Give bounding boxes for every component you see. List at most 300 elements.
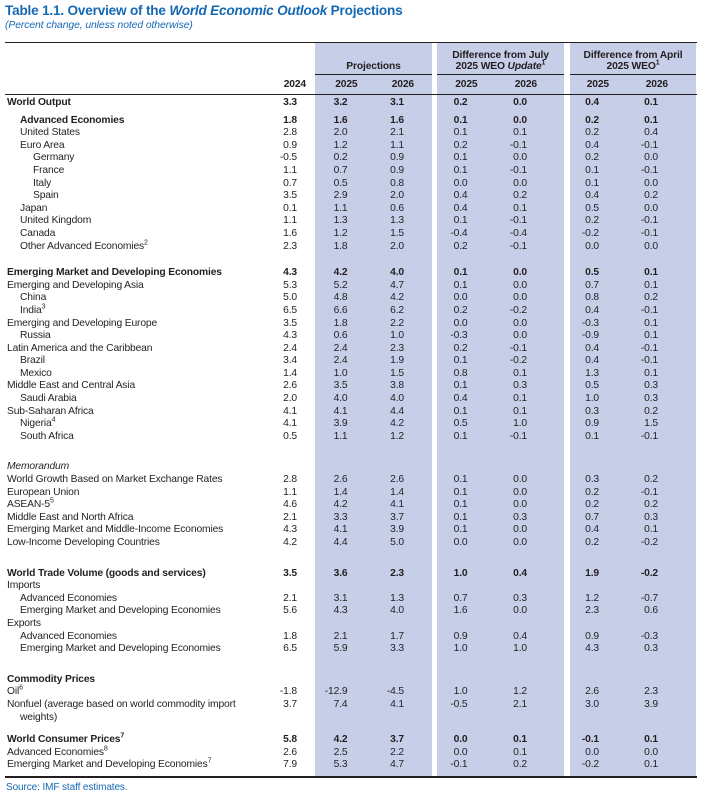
value-da26: -0.2 [640, 567, 658, 579]
value-p25: 1.3 [333, 215, 348, 227]
value-c2024: 2.6 [283, 380, 297, 392]
value-dj26: 0.3 [513, 592, 527, 604]
value-p25 [315, 461, 374, 474]
row-label: World Consumer Prices$^7$ [7, 732, 125, 746]
table-row [5, 418, 697, 431]
value-da26: -0.1 [640, 486, 658, 498]
value-dj26: 0.1 [513, 393, 527, 405]
table-row [5, 474, 697, 487]
value-p25: 3.3 [333, 511, 348, 523]
value-p25: 3.1 [333, 592, 348, 604]
value-dj26: 0.1 [513, 405, 527, 417]
value-da25: 4.3 [585, 643, 599, 655]
value-dj25: 0.1 [453, 499, 468, 511]
value-p26: 1.3 [390, 592, 404, 604]
value-dj26: 0.0 [513, 292, 527, 304]
table-row [5, 343, 697, 356]
value-p25: 2.5 [333, 746, 348, 758]
value-da25: 0.4 [585, 355, 599, 367]
value-dj26: -0.1 [509, 430, 527, 442]
value-da25: -0.2 [581, 759, 599, 771]
table-row [5, 368, 697, 381]
value-p25: 1.1 [333, 430, 348, 442]
value-dj25: 0.1 [453, 355, 468, 367]
value-c2024: 4.6 [283, 499, 297, 511]
table-row [5, 643, 697, 656]
value-c2024: 1.8 [283, 630, 297, 642]
value-dj25: 0.0 [453, 537, 468, 548]
value-dj25 [437, 461, 501, 474]
year-2024-header: 2024 [283, 79, 306, 90]
table-title-pre: Table 1.1. Overview of the [5, 3, 170, 18]
value-da26: -0.1 [640, 215, 658, 227]
value-dj26: 1.2 [513, 686, 527, 698]
value-p26: 1.6 [390, 114, 404, 126]
footnote-ref: 3 [41, 303, 46, 311]
diff-april-group-label [584, 50, 683, 72]
table-row [5, 292, 697, 305]
value-c2024: 1.4 [283, 367, 297, 379]
value-dj26 [501, 461, 565, 474]
value-p26: 1.9 [390, 355, 404, 367]
row-label: Spain [33, 190, 59, 202]
table-row [5, 267, 697, 280]
row-label: Emerging and Developing Asia [7, 279, 144, 291]
value-p25: 0.7 [333, 164, 348, 176]
value-p25: 3.6 [333, 567, 348, 579]
footnote-ref: 5 [50, 497, 54, 505]
table-row [5, 140, 697, 153]
value-da26: 0.0 [644, 240, 658, 252]
row-label: Advanced Economies$^8$ [7, 745, 108, 758]
value-c2024: 3.5 [283, 317, 297, 329]
value-p26: 4.2 [390, 292, 404, 304]
value-dj25: 0.1 [453, 279, 468, 291]
value-da25: 0.2 [585, 486, 599, 498]
value-dj26: 0.0 [513, 152, 527, 164]
diff-april-line2: 2025 WEO [606, 60, 656, 72]
table-row [5, 165, 697, 178]
value-p25: 2.0 [333, 127, 348, 139]
value-dj25: 0.2 [453, 97, 468, 108]
value-dj26: 0.1 [513, 734, 527, 746]
value-da26 [633, 461, 696, 474]
value-dj25: 0.1 [453, 430, 468, 442]
value-p25: 1.4 [333, 486, 348, 498]
value-dj25: -0.1 [450, 759, 468, 771]
value-p26: 1.0 [390, 330, 404, 342]
value-dj25: 0.4 [453, 190, 468, 202]
value-c2024: 4.1 [283, 418, 297, 430]
value-c2024: 2.8 [283, 474, 297, 486]
value-p26: 3.7 [390, 511, 404, 523]
value-p26: 0.8 [390, 177, 404, 189]
row-label: Imports [7, 580, 41, 592]
value-c2024: 0.1 [283, 202, 297, 214]
value-dj26: 0.3 [513, 511, 527, 523]
row-label: Brazil [20, 355, 45, 367]
value-dj25: 0.0 [453, 317, 468, 329]
table-row [5, 631, 697, 644]
value-dj26: 0.0 [513, 317, 527, 329]
value-p25: 4.4 [333, 537, 348, 548]
diff-july-2026-header: 2026 [514, 79, 537, 90]
row-label-continued: weights) [20, 711, 58, 723]
value-dj25: 0.1 [453, 474, 468, 486]
value-dj26: 0.0 [513, 486, 527, 498]
table-title [5, 3, 697, 19]
value-dj25: 0.1 [453, 127, 468, 139]
row-label: European Union [7, 486, 80, 498]
value-dj25: 0.2 [453, 304, 468, 316]
value-da26: 0.2 [644, 474, 658, 486]
value-dj25: 1.0 [453, 686, 468, 698]
value-c2024: 5.3 [283, 279, 297, 291]
value-da25: -0.9 [581, 330, 599, 342]
table-row [5, 524, 697, 537]
value-da26: 0.6 [644, 605, 658, 617]
value-da25: 1.0 [585, 393, 599, 405]
value-c2024: 3.5 [283, 190, 297, 202]
value-da25: 0.4 [585, 190, 599, 202]
table-row [5, 487, 697, 500]
value-c2024: 3.5 [283, 567, 297, 579]
table-row [5, 568, 697, 581]
value-p25 [315, 618, 374, 631]
value-dj25: 1.0 [453, 567, 468, 579]
value-dj26: -0.1 [509, 139, 527, 151]
value-p25 [315, 674, 374, 687]
value-da26: -0.3 [640, 630, 658, 642]
value-da26: 0.2 [644, 190, 658, 202]
row-label: Middle East and North Africa [7, 511, 134, 523]
value-p25: 0.2 [333, 152, 348, 164]
value-da26: 0.2 [644, 292, 658, 304]
value-p25: 0.6 [333, 330, 348, 342]
value-dj25: 0.8 [453, 367, 468, 379]
value-dj26: 1.0 [513, 643, 527, 655]
value-p25: 4.8 [333, 292, 348, 304]
row-label: Emerging Market and Middle-Income Economies [7, 524, 224, 536]
value-da25: 0.5 [585, 267, 599, 279]
diff-april-footnote-ref: 1 [655, 59, 660, 67]
value-da26: -0.7 [640, 592, 658, 604]
value-dj26: 0.0 [513, 279, 527, 291]
value-da26: 0.2 [644, 499, 658, 511]
table-row [5, 393, 697, 406]
table-row [5, 152, 697, 165]
table-row [5, 190, 697, 203]
value-da26: 0.3 [644, 643, 658, 655]
value-da26: 2.3 [644, 686, 658, 698]
row-label: ASEAN-$5^5$ [7, 497, 54, 511]
value-da26: -0.1 [640, 304, 658, 316]
value-da26: -0.1 [640, 139, 658, 151]
value-da25: 0.0 [585, 240, 599, 252]
value-da25: 0.2 [585, 215, 599, 227]
table-row [5, 241, 697, 254]
value-dj25: 0.4 [453, 393, 468, 405]
footnote-ref: 7 [120, 732, 125, 740]
row-label: Canada [20, 227, 56, 239]
table-row [5, 97, 697, 110]
value-da26: 0.1 [644, 759, 658, 771]
value-c2024: 4.2 [283, 537, 297, 548]
value-p25: 4.2 [333, 499, 348, 511]
value-da25: -0.3 [581, 317, 599, 329]
value-p26: 0.6 [390, 202, 404, 214]
value-p26: 4.1 [390, 698, 404, 710]
table-row [5, 593, 697, 606]
value-p25: 5.9 [333, 643, 348, 655]
value-da26: 3.9 [644, 698, 658, 710]
table-row [5, 734, 697, 747]
diff-april-2026-header: 2026 [645, 79, 668, 90]
value-dj25: 0.1 [453, 405, 468, 417]
row-label: World Trade Volume (goods and services) [7, 567, 206, 579]
value-c2024: -0.5 [279, 152, 297, 164]
value-da25: 0.1 [585, 164, 599, 176]
footnote-ref: 8 [103, 745, 108, 753]
table-row [5, 380, 697, 393]
row-label: Emerging Market and Developing Economies [20, 605, 221, 617]
value-da25: 0.3 [585, 405, 599, 417]
value-c2024: 2.0 [283, 393, 297, 405]
table-row [5, 280, 697, 293]
value-p26: 2.2 [390, 317, 404, 329]
row-label: Emerging Market and Developing Economies [7, 267, 222, 279]
value-p26: 1.7 [390, 630, 404, 642]
value-da25: 0.5 [585, 380, 599, 392]
year-header-row [5, 75, 697, 94]
value-p25: -12.9 [324, 686, 348, 698]
diff-july-line1: Difference from July [452, 49, 549, 61]
value-da25: 0.1 [585, 177, 599, 189]
value-da25: 0.3 [585, 474, 599, 486]
value-dj26: 0.0 [513, 97, 527, 108]
row-label: Commodity Prices [7, 673, 96, 685]
table-row [5, 699, 697, 724]
value-p26 [374, 618, 433, 631]
value-dj26: 0.2 [513, 759, 527, 771]
row-label: Nonfuel (average based on world commodity import weights) [5, 699, 249, 724]
value-p26: 3.7 [390, 734, 404, 746]
value-dj26: 0.1 [513, 127, 527, 139]
value-p26: 1.5 [390, 367, 404, 379]
value-p26 [374, 461, 433, 474]
value-dj26: 0.0 [513, 330, 527, 342]
projections-2026-header: 2026 [391, 79, 414, 90]
diff-july-2025-header: 2025 [455, 79, 478, 90]
row-label: Emerging Market and Developing Economies [20, 643, 221, 655]
source-note: Source: IMF staff estimates. [6, 781, 128, 793]
table-row [5, 355, 697, 368]
row-label: Middle East and Central Asia [7, 380, 136, 392]
table-body [5, 95, 697, 776]
value-p26: 1.5 [390, 227, 404, 239]
value-da26: -0.1 [640, 355, 658, 367]
value-dj26: -0.1 [509, 240, 527, 252]
table-row [5, 305, 697, 318]
value-da25: 0.4 [585, 97, 599, 108]
value-p26: 2.3 [390, 342, 404, 354]
value-dj26: 0.0 [513, 177, 527, 189]
value-da26: 0.1 [644, 114, 658, 126]
value-p26: 3.3 [390, 643, 404, 655]
value-dj26: 1.0 [513, 418, 527, 430]
value-p26: 2.0 [390, 190, 404, 202]
value-dj25: 0.7 [453, 592, 468, 604]
row-label: Euro Area [20, 139, 65, 151]
value-dj26: -0.4 [509, 227, 527, 239]
row-label: Nigeria$^4$ [20, 416, 56, 430]
table-row [5, 203, 697, 216]
row-label: Latin America and the Caribbean [7, 342, 153, 354]
value-da25: 2.6 [585, 686, 599, 698]
value-p26: 2.0 [390, 240, 404, 252]
projections-2025-header: 2025 [335, 79, 358, 90]
value-c2024 [249, 674, 307, 687]
value-dj25 [437, 580, 501, 593]
value-p26 [374, 674, 433, 687]
value-dj26: 0.4 [513, 630, 527, 642]
row-label: Advanced Economies [20, 592, 117, 604]
value-c2024: 2.8 [283, 127, 297, 139]
projections-table [5, 42, 697, 778]
row-label: United States [20, 127, 80, 139]
value-p26: 3.8 [390, 380, 404, 392]
table-row [5, 127, 697, 140]
footnote-ref: 2 [144, 239, 148, 247]
value-c2024: 5.6 [283, 605, 297, 617]
table-row [5, 605, 697, 618]
value-da26: 0.3 [644, 511, 658, 523]
value-dj25: 0.4 [453, 202, 468, 214]
value-da25: 0.2 [585, 127, 599, 139]
value-dj26: 0.1 [513, 202, 527, 214]
value-dj25: 0.1 [453, 114, 468, 126]
value-p26: 0.9 [390, 152, 404, 164]
value-dj25: 0.1 [453, 380, 468, 392]
table-row [5, 537, 697, 550]
value-da25: 0.2 [585, 114, 599, 126]
value-p26: 3.9 [390, 524, 404, 536]
value-dj25: 0.0 [453, 746, 468, 758]
value-da25: 2.3 [585, 605, 599, 617]
value-da26: 0.1 [644, 734, 658, 746]
value-p26: 5.0 [390, 537, 404, 548]
value-da26: 0.3 [644, 393, 658, 405]
value-p25: 7.4 [333, 698, 348, 710]
value-dj25: -0.3 [450, 330, 468, 342]
value-dj25: 0.1 [453, 164, 468, 176]
value-dj25: 0.5 [453, 418, 468, 430]
value-p26: 4.0 [390, 393, 404, 405]
table-row [5, 115, 697, 128]
value-c2024: 3.3 [283, 97, 297, 108]
value-da25: 0.0 [585, 746, 599, 758]
value-dj25: 1.6 [453, 605, 468, 617]
table-title-italic: World Economic Outlook [169, 3, 328, 18]
value-dj25: 0.2 [453, 240, 468, 252]
value-c2024: 1.1 [283, 164, 297, 176]
footnote-ref: 6 [19, 684, 23, 692]
table-row [5, 759, 697, 772]
footnote-ref: 7 [207, 757, 212, 765]
row-label: Memorandum [7, 461, 70, 473]
table-row [5, 747, 697, 760]
value-dj26 [501, 618, 565, 631]
row-label: Japan [20, 202, 48, 214]
value-c2024 [249, 618, 307, 631]
value-da25 [570, 674, 633, 687]
value-da26: 0.1 [644, 97, 658, 108]
value-dj25: 0.1 [453, 524, 468, 536]
value-c2024: 1.6 [283, 227, 297, 239]
row-label: Exports [7, 617, 41, 629]
value-da26: 0.1 [644, 367, 658, 379]
row-label: Mexico [20, 367, 52, 379]
value-p26: 4.7 [390, 279, 404, 291]
value-da26: -0.1 [640, 342, 658, 354]
value-dj25: 0.1 [453, 152, 468, 164]
value-c2024: 0.9 [283, 139, 297, 151]
value-dj25 [437, 674, 501, 687]
value-p26: 4.0 [390, 605, 404, 617]
value-dj25: 0.1 [453, 486, 468, 498]
value-c2024: 4.3 [283, 267, 297, 279]
value-p26: -4.5 [386, 686, 404, 698]
value-p25: 1.1 [333, 202, 348, 214]
value-c2024: 2.6 [283, 746, 297, 758]
value-p26: 2.3 [390, 567, 404, 579]
table-row [5, 431, 697, 444]
value-c2024: 1.1 [283, 215, 297, 227]
row-label: Saudi Arabia [20, 393, 77, 405]
value-dj25: 0.2 [453, 342, 468, 354]
value-da26: 0.0 [644, 177, 658, 189]
value-da25: 3.0 [585, 698, 599, 710]
table-row [5, 406, 697, 419]
projections-group-label: Projections [346, 60, 401, 72]
value-p26: 1.2 [390, 430, 404, 442]
value-da26 [633, 618, 696, 631]
value-dj26: 2.1 [513, 698, 527, 710]
value-dj25: 0.0 [453, 734, 468, 746]
table-row [5, 215, 697, 228]
value-dj26: -0.1 [509, 215, 527, 227]
value-da26: 0.0 [644, 152, 658, 164]
value-p26: 4.1 [390, 499, 404, 511]
value-da25: 1.9 [585, 567, 599, 579]
projections-group-header [315, 45, 432, 75]
value-p26: 1.1 [390, 139, 404, 151]
table-header [5, 43, 697, 95]
row-label: South Africa [20, 430, 74, 442]
value-da25 [570, 461, 633, 474]
value-da26: -0.2 [640, 537, 658, 548]
value-da25: 0.9 [585, 630, 599, 642]
value-da26 [633, 580, 696, 593]
row-label: Advanced Economies [20, 114, 125, 126]
value-da26: 0.1 [644, 317, 658, 329]
row-label: Germany [33, 152, 75, 164]
row-label: Oil$^6$ [7, 684, 23, 698]
value-dj26: 0.0 [513, 524, 527, 536]
value-p25: 2.4 [333, 342, 348, 354]
diff-july-group-header [437, 45, 564, 75]
value-dj25: 0.9 [453, 630, 468, 642]
